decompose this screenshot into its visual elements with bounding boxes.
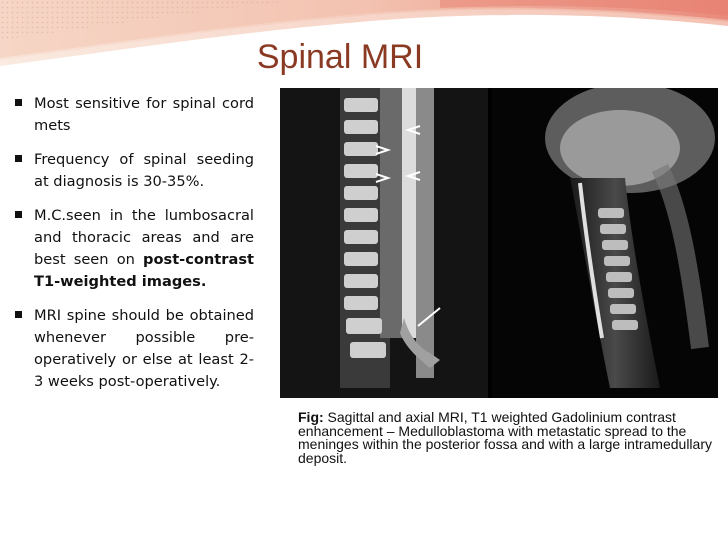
bullet-text: Frequency of spinal seeding at diagnosis is 30-35%. bbox=[34, 151, 254, 190]
bullet-item bbox=[12, 93, 254, 137]
sagittal-mri-image-2 bbox=[492, 88, 718, 398]
square-bullet-icon bbox=[15, 311, 22, 318]
sagittal-mri-image bbox=[280, 88, 488, 398]
bullet-text: Most sensitive for spinal cord mets bbox=[34, 95, 254, 134]
mri-images bbox=[280, 88, 718, 398]
bullet-text: M.C.seen in the lumbosacral and thoracic areas and are best seen on bbox=[34, 207, 254, 268]
bullet-item bbox=[12, 149, 254, 193]
square-bullet-icon bbox=[15, 155, 22, 162]
slide-title: Spinal MRI bbox=[256, 38, 424, 76]
bullet-text: MRI spine should be obtained whenever possible pre-operatively or else at least 2-3 weeks post-operatively. bbox=[34, 307, 254, 390]
bullet-item bbox=[12, 205, 254, 293]
bullet-item bbox=[12, 305, 254, 393]
caption-text: Sagittal and axial MRI, T1 weighted Gadolinium contrast enhancement – Medulloblastoma with metastatic spread to the meninges within the posterior fossa and with a large intramedullary deposit. bbox=[298, 409, 712, 466]
caption-label: Fig: bbox=[298, 409, 324, 425]
bullet-list bbox=[12, 93, 254, 405]
bullet-text-bold: post-contrast T1-weighted images. bbox=[34, 251, 254, 290]
square-bullet-icon bbox=[15, 99, 22, 106]
square-bullet-icon bbox=[15, 211, 22, 218]
figure-caption bbox=[298, 411, 720, 465]
